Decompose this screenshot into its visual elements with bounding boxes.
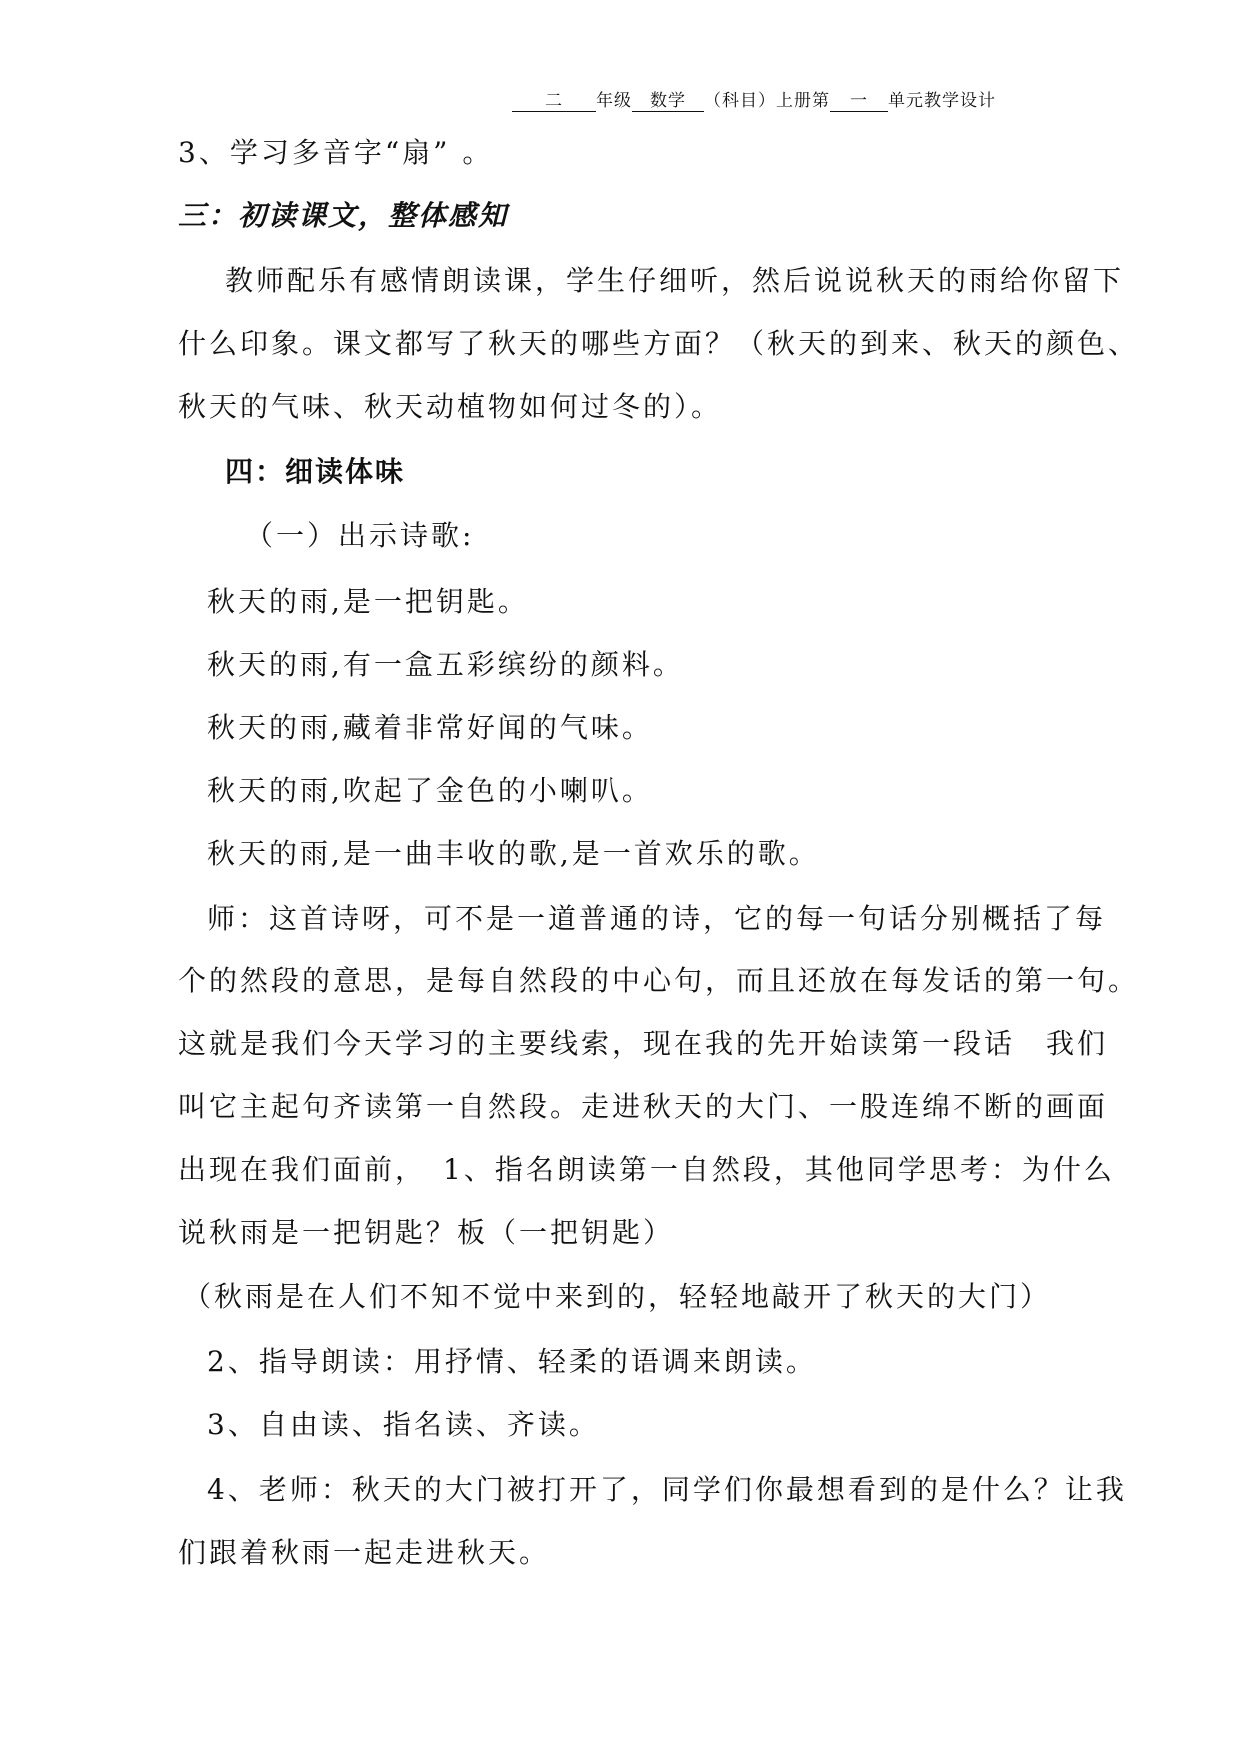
subsection-heading: （一）出示诗歌:	[245, 519, 475, 552]
header-unit: 一	[830, 91, 888, 112]
step-line: 们跟着秋雨一起走进秋天。	[178, 1536, 551, 1569]
header-unit-suffix: 单元教学设计	[888, 91, 996, 111]
poem-line: 秋天的雨,藏着非常好闻的气味。	[207, 711, 653, 744]
step-line: 3、自由读、指名读、齐读。	[207, 1408, 600, 1441]
header-grade: 二	[512, 91, 596, 112]
step-line: 4、老师：秋天的大门被打开了，同学们你最想看到的是什么？让我	[207, 1473, 1127, 1506]
section-heading: 三：初读课文，整体感知	[178, 199, 509, 232]
paragraph-line: 出现在我们面前， 1、指名朗读第一自然段，其他同学思考：为什么	[178, 1153, 1115, 1186]
paragraph-line: 说秋雨是一把钥匙？板（一把钥匙）	[178, 1216, 675, 1249]
paragraph-line: 教师配乐有感情朗读课，学生仔细听，然后说说秋天的雨给你留下	[225, 264, 1125, 297]
text-line: 3、学习多音字“扇” 。	[178, 136, 494, 169]
header-subject: 数学	[632, 91, 704, 112]
poem-line: 秋天的雨,吹起了金色的小喇叭。	[207, 774, 653, 807]
header-grade-suffix: 年级	[596, 91, 632, 111]
paragraph-line: 叫它主起句齐读第一自然段。走进秋天的大门、一股连绵不断的画面	[178, 1090, 1109, 1123]
paragraph-line: 秋天的气味、秋天动植物如何过冬的）。	[178, 390, 723, 423]
poem-line: 秋天的雨,有一盒五彩缤纷的颜料。	[207, 648, 684, 681]
paragraph-line: 个的然段的意思，是每自然段的中心句，而且还放在每发话的第一句。	[178, 964, 1140, 997]
poem-line: 秋天的雨,是一曲丰收的歌,是一首欢乐的歌。	[207, 837, 820, 870]
poem-line: 秋天的雨,是一把钥匙。	[207, 585, 529, 618]
paragraph-line: 师：这首诗呀，可不是一道普通的诗，它的每一句话分别概括了每	[207, 902, 1107, 935]
paragraph-line: 什么印象。课文都写了秋天的哪些方面？（秋天的到来、秋天的颜色、	[178, 327, 1140, 360]
section-heading: 四：细读体味	[225, 455, 406, 488]
step-line: 2、指导朗读：用抒情、轻柔的语调来朗读。	[207, 1345, 817, 1378]
page-header	[512, 86, 996, 112]
paragraph-line: 这就是我们今天学习的主要线索，现在我的先开始读第一段话 我们	[178, 1027, 1109, 1060]
paragraph-line: （秋雨是在人们不知不觉中来到的，轻轻地敲开了秋天的大门）	[183, 1280, 1052, 1313]
header-subject-suffix: （科目）上册第	[704, 91, 830, 111]
